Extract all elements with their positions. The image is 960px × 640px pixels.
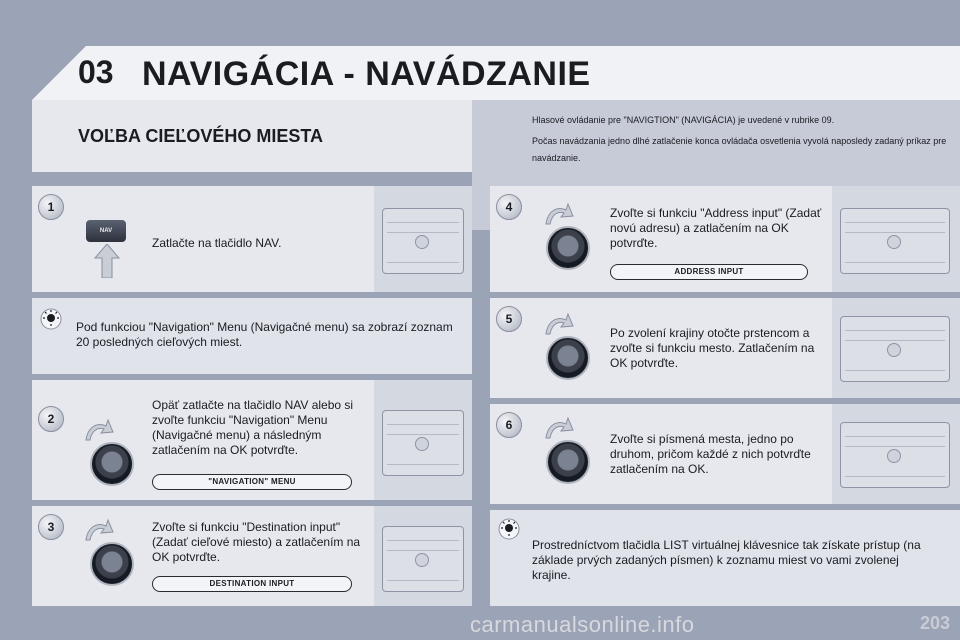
intro-voice-note: Hlasové ovládanie pre "NAVIGTION" (NAVIGÁCIA) je uvedené v rubrike 09.: [532, 115, 835, 125]
radio-unit-image: [840, 208, 950, 274]
step-6-text: Zvoľte si písmená mesta, jedno po druhom, pričom každé z nich potvrďte zatlačením na OK.: [610, 432, 811, 476]
rotate-arrow-icon: [84, 418, 114, 442]
push-arrow-icon: [94, 244, 120, 278]
radio-unit-image: [382, 410, 464, 476]
control-knob-image: [546, 226, 590, 270]
step-3-pill: DESTINATION INPUT: [152, 576, 352, 592]
radio-unit-image: [840, 316, 950, 382]
step-3-badge: 3: [38, 514, 64, 540]
nav-button-image: NAV: [86, 220, 126, 242]
tip-lightbulb-icon: [498, 518, 520, 540]
step-6-badge: 6: [496, 412, 522, 438]
page-title: NAVIGÁCIA - NAVÁDZANIE: [142, 55, 591, 93]
step-4-badge: 4: [496, 194, 522, 220]
section-subtitle: VOĽBA CIEĽOVÉHO MIESTA: [78, 126, 324, 146]
rotate-arrow-icon: [84, 518, 114, 542]
control-knob-image: [90, 542, 134, 586]
rotate-arrow-icon: [544, 416, 574, 440]
manual-page: [32, 46, 960, 640]
intro-text: [532, 112, 952, 171]
control-knob-image: [546, 336, 590, 380]
radio-unit-image: [382, 208, 464, 274]
step-4-pill: ADDRESS INPUT: [610, 264, 808, 280]
step-5-text: Po zvolení krajiny otočte prstencom a zvoľte si funkciu mesto. Zatlačením na OK potvrďte.: [610, 326, 815, 370]
radio-unit-image: [840, 422, 950, 488]
step-2-pill: "NAVIGATION" MENU: [152, 474, 352, 490]
chapter-number: 03: [78, 54, 114, 90]
intro-repeat-note: Počas navádzania jedno dlhé zatlačenie konca ovládača osvetlenia vyvolá naposledy zadaný príkaz pre navádzanie.: [532, 136, 947, 163]
tip-lightbulb-icon: [40, 308, 62, 330]
step-1-text: Zatlačte na tlačidlo NAV.: [152, 236, 282, 250]
tip-text-right: Prostredníctvom tlačidla LIST virtuálnej klávesnice tak získate prístup (na základe prvých zadaných písmen) k zoznamu miest vo vami zvolenej krajine.: [532, 538, 921, 582]
step-5-badge: 5: [496, 306, 522, 332]
watermark: carmanualsonline.info: [470, 612, 695, 637]
step-1-badge: 1: [38, 194, 64, 220]
step-3-text: Zvoľte si funkciu "Destination input" (Zadať cieľové miesto) a zatlačením na OK potvrďte.: [152, 520, 361, 564]
radio-unit-image: [382, 526, 464, 592]
step-2-text: Opäť zatlačte na tlačidlo NAV alebo si zvoľte funkciu "Navigation" Menu (Navigačné menu) a následným zatlačením na OK potvrďte.: [152, 398, 354, 457]
rotate-arrow-icon: [544, 312, 574, 336]
tip-text-left: Pod funkciou "Navigation" Menu (Navigačné menu) sa zobrazí zoznam 20 posledných cieľových miest.: [76, 320, 453, 349]
rotate-arrow-icon: [544, 202, 574, 226]
control-knob-image: [546, 440, 590, 484]
page-number: 203: [919, 613, 950, 633]
step-2-badge: 2: [38, 406, 64, 432]
control-knob-image: [90, 442, 134, 486]
step-4-text: Zvoľte si funkciu "Address input" (Zadať novú adresu) a zatlačením na OK potvrďte.: [610, 206, 822, 250]
